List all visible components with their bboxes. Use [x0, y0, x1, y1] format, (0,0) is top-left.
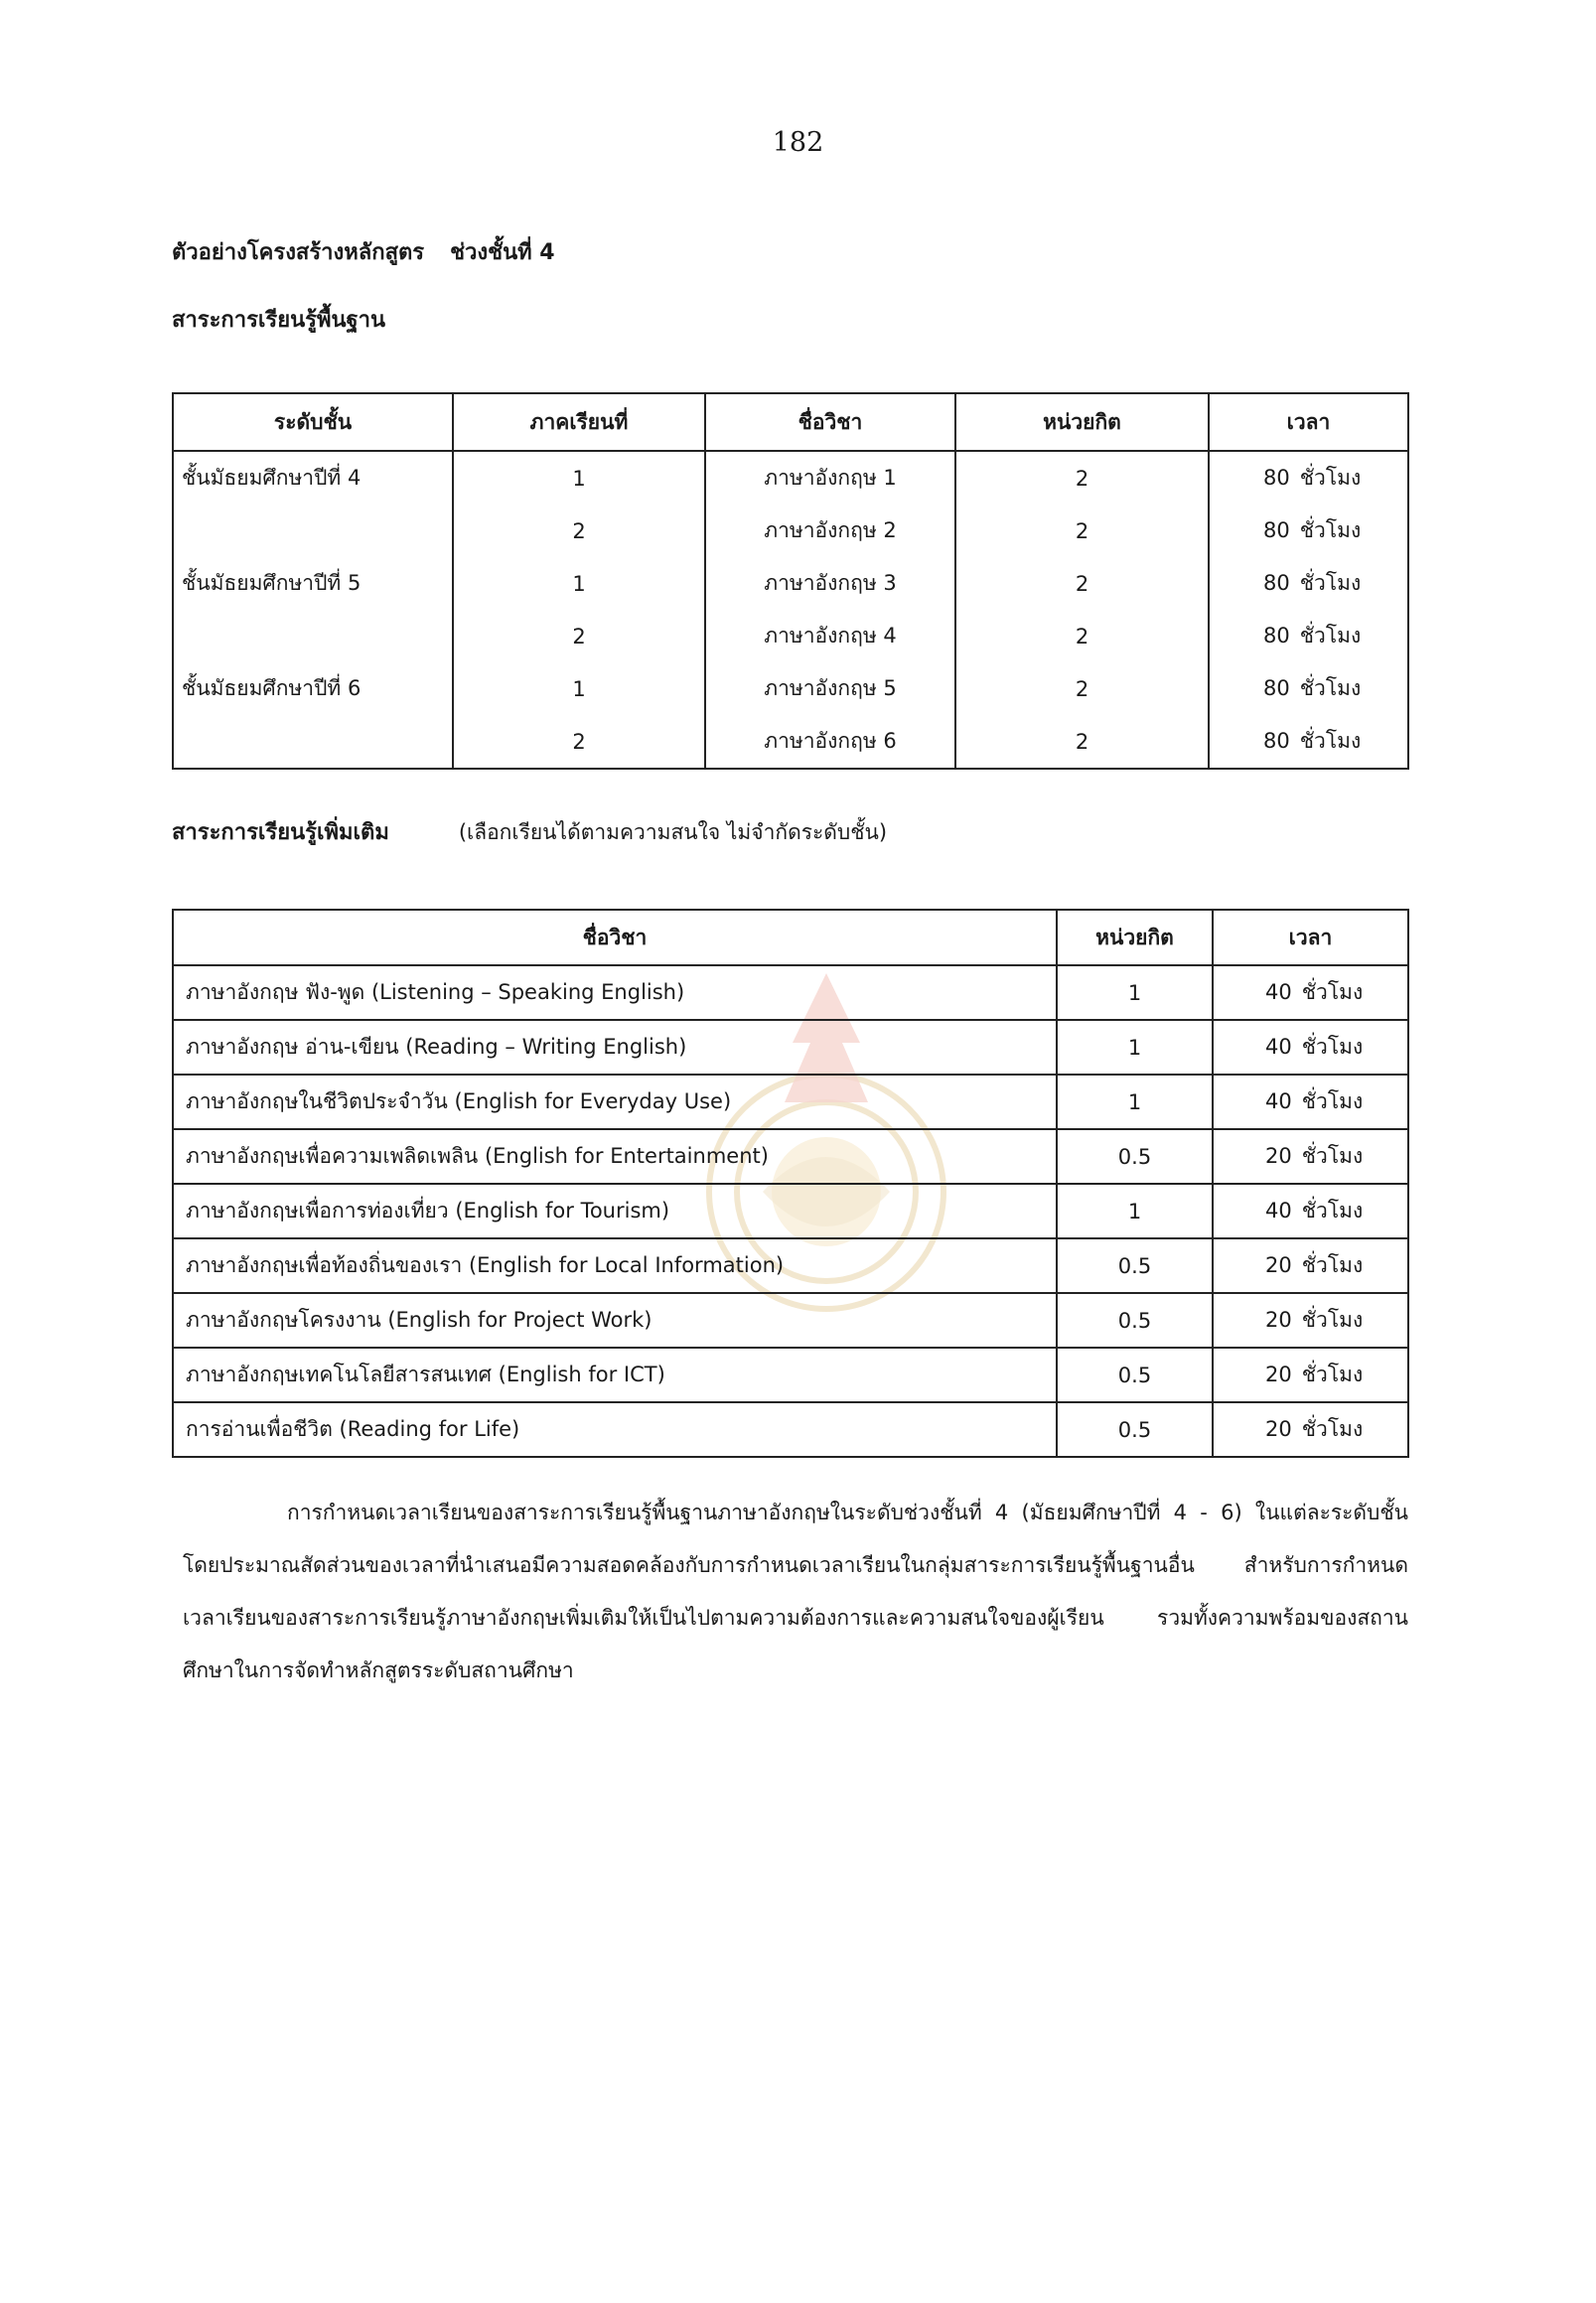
hours-value: 80 — [1263, 624, 1290, 648]
hours-value: 80 — [1263, 466, 1290, 490]
elective-heading-label: สาระการเรียนรู้เพิ่มเติม — [172, 820, 389, 845]
heading-example-level: ช่วงชั้นที่ 4 — [450, 240, 555, 265]
semester-cell: 2 — [453, 504, 705, 557]
hours-value: 80 — [1263, 729, 1290, 753]
hours-value: 80 — [1263, 518, 1290, 542]
time-cell — [1209, 610, 1408, 662]
level-cell: ชั้นมัธยมศึกษาปีที่ 5 — [173, 557, 453, 610]
header-credit: หน่วยกิต — [955, 393, 1209, 451]
credit-cell: 0.5 — [1057, 1129, 1213, 1184]
hours-value: 40 — [1265, 980, 1292, 1004]
credit-cell: 2 — [955, 504, 1209, 557]
credit-cell: 2 — [955, 662, 1209, 715]
header-subject: ชื่อวิชา — [705, 393, 955, 451]
curriculum-structure-heading — [172, 234, 555, 269]
hours-unit: ชั่วโมง — [1301, 1035, 1364, 1059]
level-cell: ชั้นมัธยมศึกษาปีที่ 4 — [173, 451, 453, 504]
time-cell — [1209, 557, 1408, 610]
header-time: เวลา — [1213, 910, 1408, 965]
hours-value: 20 — [1265, 1363, 1292, 1386]
semester-cell: 1 — [453, 557, 705, 610]
heading-example-label: ตัวอย่างโครงสร้างหลักสูตร — [172, 240, 425, 265]
table-row — [173, 557, 1408, 610]
header-subject: ชื่อวิชา — [173, 910, 1057, 965]
level-cell: ชั้นมัธยมศึกษาปีที่ 6 — [173, 662, 453, 715]
credit-cell: 1 — [1057, 965, 1213, 1020]
credit-cell: 1 — [1057, 1184, 1213, 1238]
credit-cell: 0.5 — [1057, 1402, 1213, 1457]
table-row — [173, 1293, 1408, 1348]
table-row — [173, 1348, 1408, 1402]
credit-cell: 0.5 — [1057, 1293, 1213, 1348]
hours-value: 20 — [1265, 1253, 1292, 1277]
hours-unit: ชั่วโมง — [1299, 466, 1362, 490]
hours-value: 40 — [1265, 1089, 1292, 1113]
time-cell — [1209, 715, 1408, 769]
time-cell — [1209, 504, 1408, 557]
credit-cell: 0.5 — [1057, 1348, 1213, 1402]
table-row — [173, 1238, 1408, 1293]
level-cell — [173, 504, 453, 557]
hours-unit: ชั่วโมง — [1299, 518, 1362, 542]
table-header-row — [173, 393, 1408, 451]
table-row — [173, 662, 1408, 715]
credit-cell: 1 — [1057, 1075, 1213, 1129]
subject-cell: ภาษาอังกฤษโครงงาน (English for Project Work) — [173, 1293, 1057, 1348]
hours-unit: ชั่วโมง — [1301, 1308, 1364, 1332]
hours-unit: ชั่วโมง — [1301, 1199, 1364, 1223]
time-cell — [1213, 1020, 1408, 1075]
semester-cell: 1 — [453, 451, 705, 504]
hours-unit: ชั่วโมง — [1301, 1363, 1364, 1386]
hours-value: 20 — [1265, 1144, 1292, 1168]
hours-unit: ชั่วโมง — [1299, 676, 1362, 700]
credit-cell: 1 — [1057, 1020, 1213, 1075]
header-credit: หน่วยกิต — [1057, 910, 1213, 965]
subject-cell: ภาษาอังกฤษ อ่าน-เขียน (Reading – Writing English) — [173, 1020, 1057, 1075]
time-cell — [1213, 1184, 1408, 1238]
subject-cell: ภาษาอังกฤษ 4 — [705, 610, 955, 662]
time-cell — [1213, 1402, 1408, 1457]
time-cell — [1213, 1238, 1408, 1293]
subject-cell: ภาษาอังกฤษเพื่อการท่องเที่ยว (English for Tourism) — [173, 1184, 1057, 1238]
hours-unit: ชั่วโมง — [1301, 1253, 1364, 1277]
subject-cell: ภาษาอังกฤษเพื่อความเพลิดเพลิน (English for Entertainment) — [173, 1129, 1057, 1184]
credit-cell: 2 — [955, 451, 1209, 504]
table-row — [173, 610, 1408, 662]
time-cell — [1213, 1075, 1408, 1129]
hours-unit: ชั่วโมง — [1299, 729, 1362, 753]
explanatory-paragraph: การกำหนดเวลาเรียนของสาระการเรียนรู้พื้นฐานภาษาอังกฤษในระดับช่วงชั้นที่ 4 (มัธยมศึกษาปีที่ 4 - 6) ในแต่ละระดับชั้น โดยประมาณสัดส่วนของเวลาที่นำเสนอมีความสอดคล้องกับการกำหนดเวลาเรียนในกลุ่มสาระการเรียนรู้พื้นฐานอื่น สำหรับการกำหนดเวลาเรียนของสาระการเรียนรู้ภาษาอังกฤษเพิ่มเติมให้เป็นไปตามความต้องการและความสนใจของผู้เรียน รวมทั้งความพร้อมของสถานศึกษาในการจัดทำหลักสูตรระดับสถานศึกษา — [183, 1501, 1408, 1682]
header-level: ระดับชั้น — [173, 393, 453, 451]
page-number: 182 — [772, 127, 824, 158]
header-time: เวลา — [1209, 393, 1408, 451]
credit-cell: 2 — [955, 610, 1209, 662]
table-header-row — [173, 910, 1408, 965]
hours-value: 80 — [1263, 571, 1290, 595]
subject-cell: ภาษาอังกฤษ 2 — [705, 504, 955, 557]
level-cell — [173, 610, 453, 662]
subject-cell: การอ่านเพื่อชีวิต (Reading for Life) — [173, 1402, 1057, 1457]
subject-cell: ภาษาอังกฤษ ฟัง-พูด (Listening – Speaking English) — [173, 965, 1057, 1020]
time-cell — [1213, 1129, 1408, 1184]
hours-value: 20 — [1265, 1417, 1292, 1441]
credit-cell: 2 — [955, 715, 1209, 769]
subject-cell: ภาษาอังกฤษ 3 — [705, 557, 955, 610]
semester-cell: 1 — [453, 662, 705, 715]
time-cell — [1213, 965, 1408, 1020]
subject-cell: ภาษาอังกฤษเพื่อท้องถิ่นของเรา (English for Local Information) — [173, 1238, 1057, 1293]
subject-cell: ภาษาอังกฤษ 5 — [705, 662, 955, 715]
core-subjects-heading: สาระการเรียนรู้พื้นฐาน — [172, 308, 386, 333]
table-row — [173, 504, 1408, 557]
elective-subjects-heading — [172, 814, 887, 849]
table-row — [173, 1184, 1408, 1238]
table-row — [173, 1129, 1408, 1184]
hours-value: 80 — [1263, 676, 1290, 700]
hours-unit: ชั่วโมง — [1299, 571, 1362, 595]
hours-unit: ชั่วโมง — [1301, 1417, 1364, 1441]
elective-heading-note: (เลือกเรียนได้ตามความสนใจ ไม่จำกัดระดับชั้น) — [458, 820, 888, 844]
table-row — [173, 1402, 1408, 1457]
hours-unit: ชั่วโมง — [1301, 1089, 1364, 1113]
table-row — [173, 965, 1408, 1020]
time-cell — [1209, 451, 1408, 504]
hours-value: 40 — [1265, 1199, 1292, 1223]
subject-cell: ภาษาอังกฤษเทคโนโลยีสารสนเทศ (English for ICT) — [173, 1348, 1057, 1402]
semester-cell: 2 — [453, 715, 705, 769]
credit-cell: 2 — [955, 557, 1209, 610]
level-cell — [173, 715, 453, 769]
elective-subjects-table — [172, 909, 1409, 1458]
table-row — [173, 715, 1408, 769]
time-cell — [1209, 662, 1408, 715]
semester-cell: 2 — [453, 610, 705, 662]
core-subjects-table — [172, 392, 1409, 770]
hours-unit: ชั่วโมง — [1301, 980, 1364, 1004]
table-row — [173, 451, 1408, 504]
header-semester: ภาคเรียนที่ — [453, 393, 705, 451]
hours-unit: ชั่วโมง — [1299, 624, 1362, 648]
credit-cell: 0.5 — [1057, 1238, 1213, 1293]
time-cell — [1213, 1348, 1408, 1402]
hours-unit: ชั่วโมง — [1301, 1144, 1364, 1168]
hours-value: 20 — [1265, 1308, 1292, 1332]
table-row — [173, 1020, 1408, 1075]
table-row — [173, 1075, 1408, 1129]
subject-cell: ภาษาอังกฤษในชีวิตประจำวัน (English for Everyday Use) — [173, 1075, 1057, 1129]
subject-cell: ภาษาอังกฤษ 1 — [705, 451, 955, 504]
hours-value: 40 — [1265, 1035, 1292, 1059]
subject-cell: ภาษาอังกฤษ 6 — [705, 715, 955, 769]
time-cell — [1213, 1293, 1408, 1348]
